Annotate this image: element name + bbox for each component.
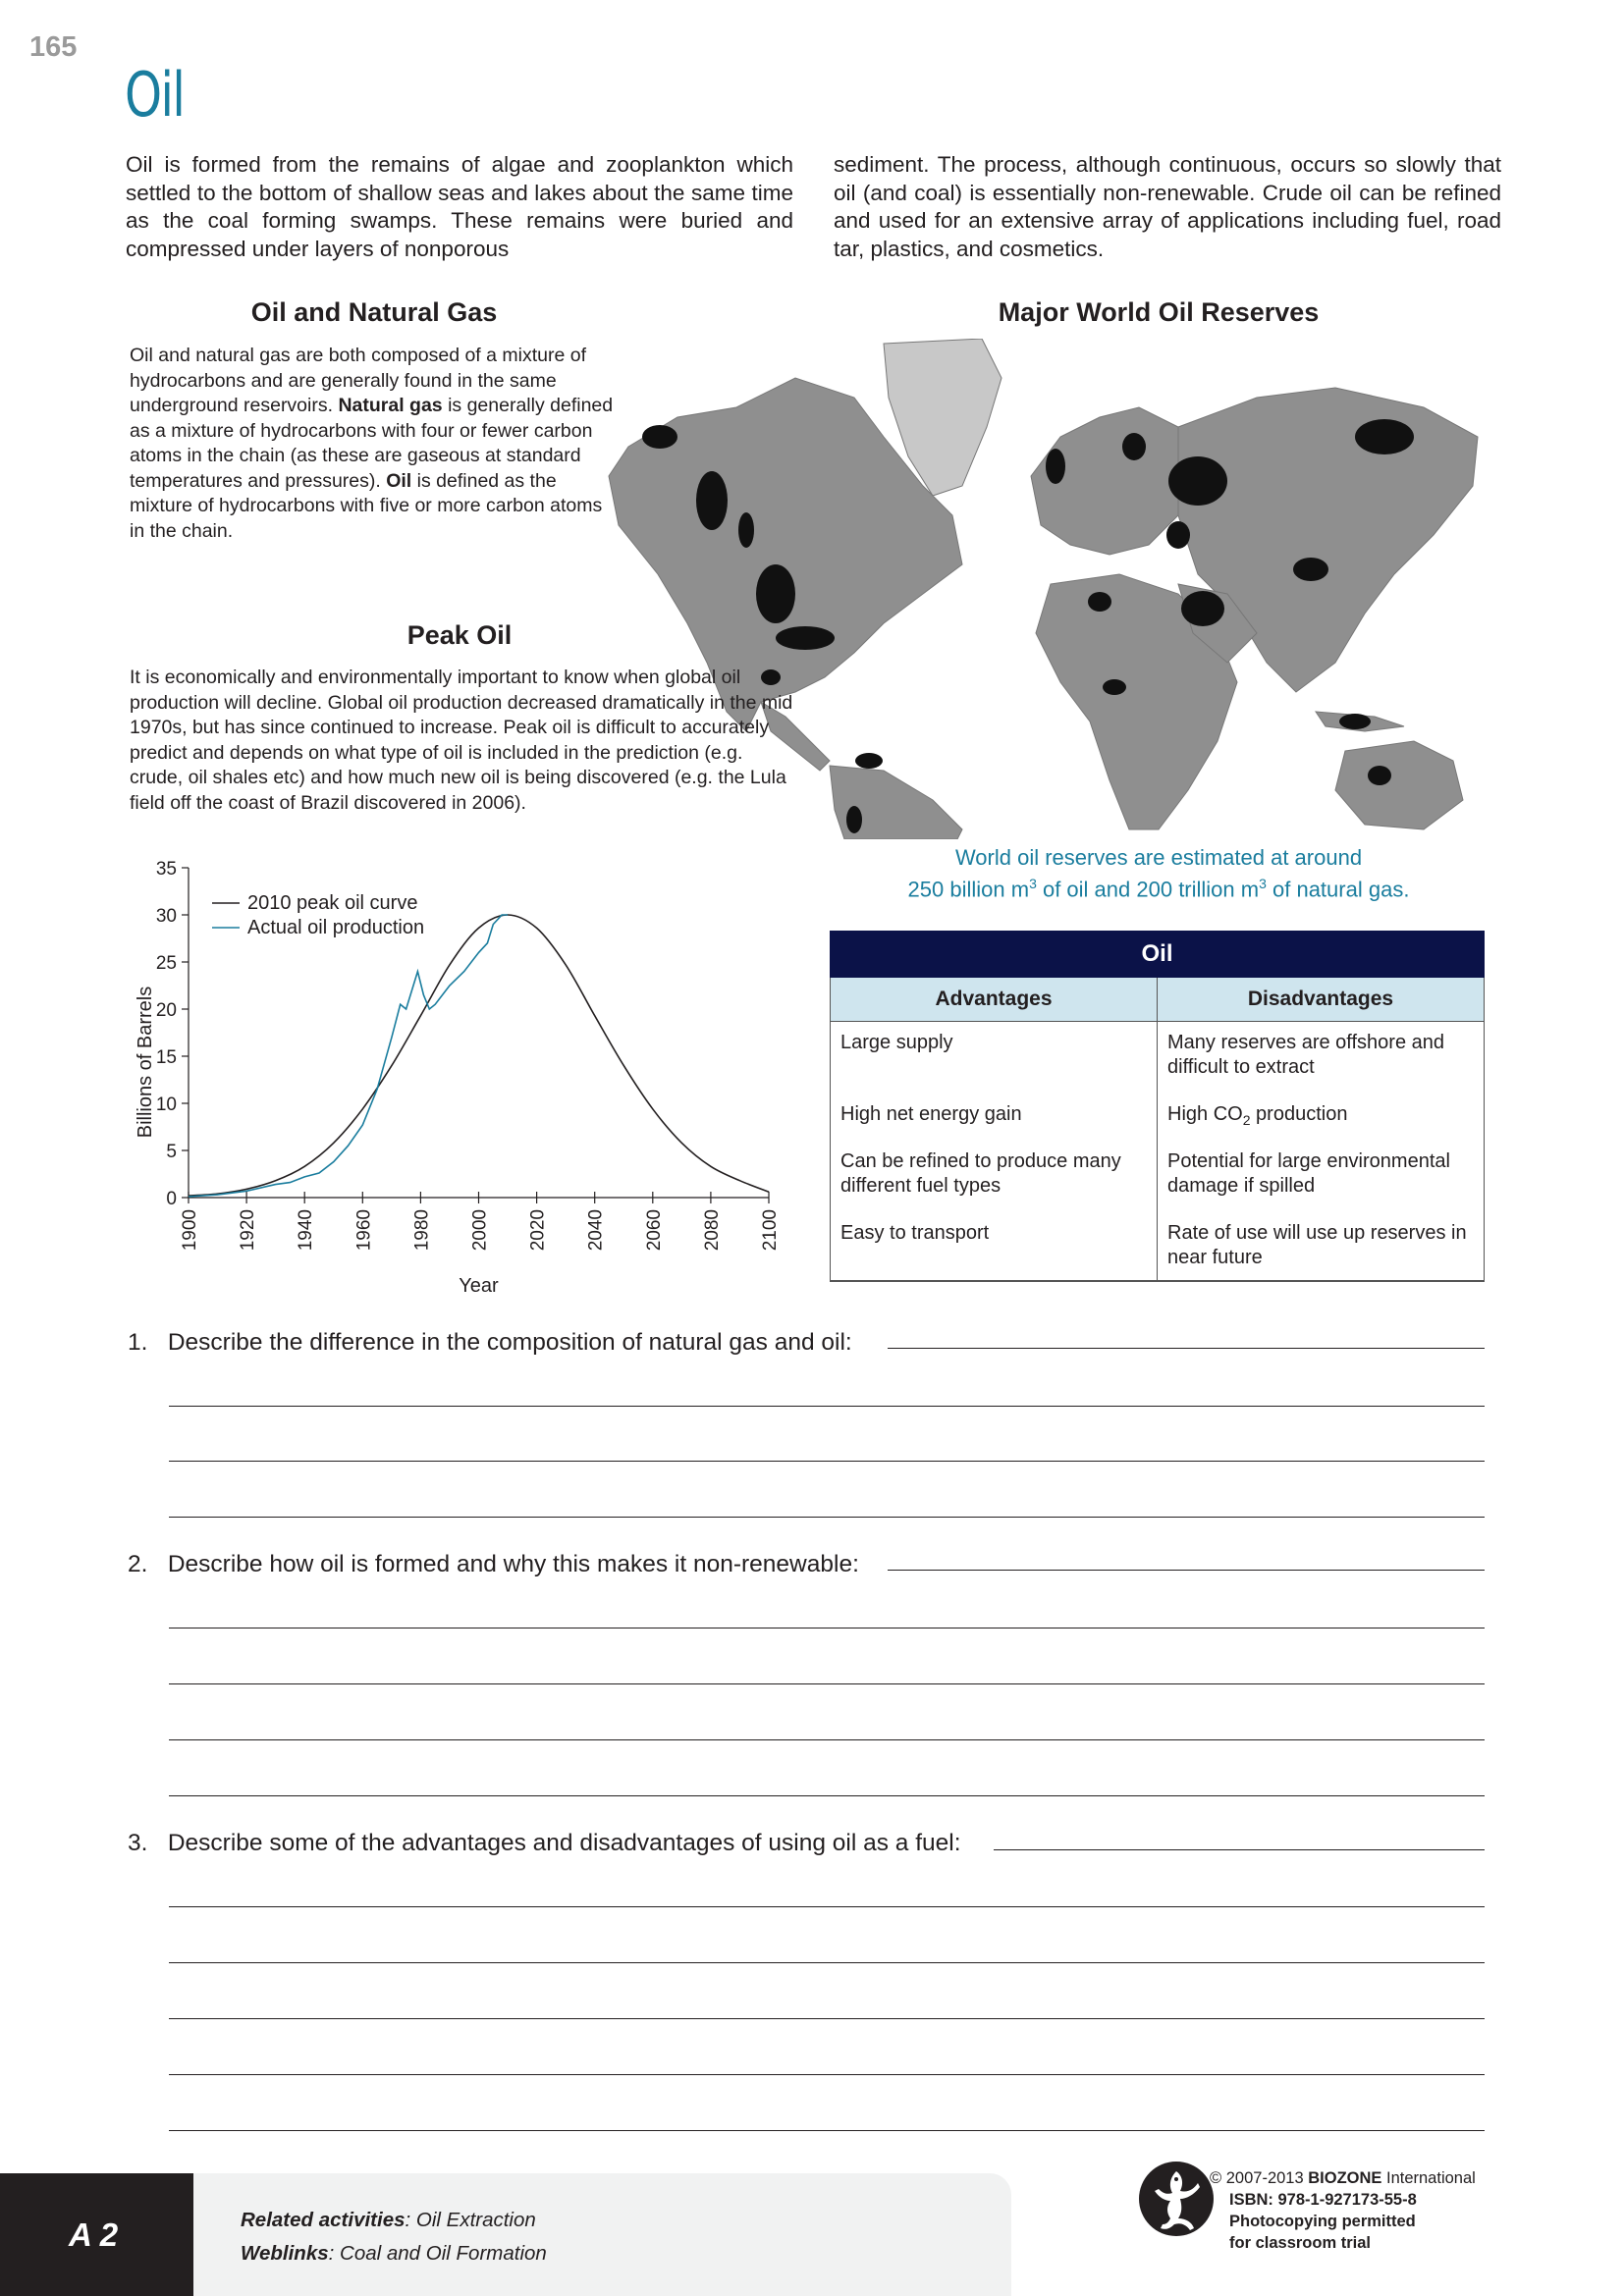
question-3 [128,1830,961,1857]
x-tick-label: 2000 [469,1209,491,1252]
reserve-north-africa [1088,592,1111,612]
oil-gas-p3: is defined as the mixture of hydrocarbons with five or more carbon atoms in the chain. [130,469,603,542]
y-tick-label: 35 [155,859,177,880]
x-tick-label: 2040 [585,1209,607,1252]
map-caption [844,844,1473,902]
answer-line[interactable] [169,1683,1485,1684]
x-tick-label: 1940 [296,1209,317,1252]
col-advantages: Advantages [831,978,1158,1022]
intro-left-column: Oil is formed from the remains of algae and zooplankton which settled to the bottom of shallow seas and lakes about the same time as the coal forming swamps. These remains were buried and compressed under layers of nonporous [126,152,793,261]
reserve-siberia [1168,456,1227,506]
series-line-peak-oil-curve [189,915,769,1196]
page-number: 165 [29,31,78,63]
caption-gas-amount: of oil and 200 trillion m [1036,877,1260,902]
y-tick-label: 15 [155,1047,177,1068]
question-text: Describe the difference in the composition of natural gas and oil: [167,1329,852,1356]
map-australia [1335,741,1463,829]
reserve-china [1293,558,1328,581]
question-1 [128,1329,852,1357]
answer-line[interactable] [169,1739,1485,1740]
isbn: ISBN: 978-1-927173-55-8 [1229,2191,1417,2209]
y-tick-label: 10 [155,1095,177,1115]
oil-table-title: Oil [831,932,1485,978]
adv-cell: Can be refined to produce many different fuel types [831,1141,1158,1212]
caption-end: of natural gas. [1266,877,1410,902]
answer-line[interactable] [994,1849,1485,1850]
oil-gas-heading: Oil and Natural Gas [250,297,498,327]
dis-cell: Potential for large environmental damage if spilled [1158,1141,1485,1212]
peak-oil-chart [126,854,803,1306]
footer-related-block [193,2173,1011,2296]
reserve-middle-east [1181,591,1224,626]
caption-oil-amount: 250 billion m [907,877,1030,902]
oil-table-header-row [831,978,1485,1022]
x-tick-label: 1900 [180,1209,200,1252]
question-text: Describe some of the advantages and disadvantages of using oil as a fuel: [167,1830,961,1856]
table-row [831,1022,1485,1095]
answer-line[interactable] [169,2074,1485,2075]
oil-gas-p1: Oil and natural gas are both composed of a mixture of hydrocarbons and are generally found in the same underground reservoirs. [130,345,587,416]
adv-cell: Large supply [831,1022,1158,1095]
x-tick-label: 1920 [238,1209,259,1252]
copyright-brand: BIOZONE [1308,2169,1382,2187]
permit-line-1: Photocopying permitted [1229,2213,1416,2230]
page-title: Oil [125,59,185,131]
question-number: 3. [128,1830,148,1856]
x-tick-label: 1960 [353,1209,375,1252]
y-axis-label: Billions of Barrels [135,986,156,1139]
y-tick-label: 25 [155,953,177,974]
answer-line[interactable] [169,1517,1485,1518]
reserve-indonesia [1339,714,1371,729]
question-text: Describe how oil is formed and why this makes it non-renewable: [167,1551,859,1577]
table-row [831,1094,1485,1141]
legend-label: Actual oil production [247,917,425,938]
x-tick-label: 2100 [760,1209,781,1252]
reserve-australia [1368,766,1391,785]
x-tick-label: 2080 [701,1209,723,1252]
reserve-caspian [1166,521,1190,549]
peak-oil-heading: Peak Oil [406,620,513,650]
reserve-russia-west [1122,433,1146,460]
oil-gas-p2: is generally defined as a mixture of hydrocarbons with four or fewer carbon atoms in the chain (as these are gaseous at standard temperatures and pressures). [130,395,614,492]
dis-cell [1158,1094,1485,1141]
dis-co2-end: production [1250,1103,1348,1125]
series-line-actual-production [189,915,508,1197]
x-tick-label: 2020 [527,1209,549,1252]
reserve-argentina [846,806,862,833]
y-tick-label: 30 [155,906,177,927]
footer-code: A 2 [69,2216,119,2253]
adv-cell: Easy to transport [831,1212,1158,1281]
question-2 [128,1551,859,1578]
adv-cell: High net energy gain [831,1094,1158,1141]
reserve-north-sea [1046,449,1065,484]
reserve-nigeria [1103,679,1126,695]
term-natural-gas: Natural gas [338,395,443,416]
reserve-alaska [642,425,677,449]
copyright-suffix: International [1381,2169,1476,2187]
answer-line[interactable] [169,2018,1485,2019]
answer-line[interactable] [169,1795,1485,1796]
oil-table [830,931,1485,1282]
oil-gas-text [130,344,621,544]
answer-line[interactable] [169,2130,1485,2131]
question-number: 2. [128,1551,148,1577]
copyright-prefix: © 2007-2013 [1210,2169,1309,2187]
copyright-block [1210,2167,1476,2254]
reserve-canada [696,471,728,530]
answer-line[interactable] [169,1628,1485,1629]
dis-co2-text: High CO [1167,1103,1243,1125]
intro-right-column: sediment. The process, although continuous, occurs so slowly that oil (and coal) is essentially non-renewable. Crude oil can be refined and used for an extensive array of applications including fuel, road tar, plastics, and cosmetics. [834,152,1501,261]
question-number: 1. [128,1329,148,1356]
oil-table-title-row [831,932,1485,978]
answer-line[interactable] [169,1962,1485,1963]
dis-co2-subscript: 2 [1242,1112,1251,1128]
y-tick-label: 20 [155,1000,177,1021]
reserve-siberia-east [1355,419,1414,454]
legend-label: 2010 peak oil curve [247,892,418,914]
table-row [831,1141,1485,1212]
x-axis-label: Year [459,1275,499,1297]
weblinks-label: Weblinks [241,2242,329,2265]
answer-line[interactable] [169,1461,1485,1462]
reserve-canada-east [738,512,754,548]
answer-line[interactable] [888,1348,1485,1349]
answer-line[interactable] [169,1906,1485,1907]
related-label: Related activities [241,2209,406,2231]
peak-oil-text: It is economically and environmentally important to know when global oil production will decline. Global oil production decreased dramatically in the mid 1970s, but has since continued to increase. Peak oil is difficult to accurately predict and depends on what type of oil is included in the prediction (e.g. crude, oil shales etc) and how much new oil is being discovered (e.g. the Lula field off the coast of Brazil discovered in 2006). [130,667,793,814]
map-caption-line1: World oil reserves are estimated at around [954,845,1363,870]
reserve-us-central [756,564,795,623]
reserve-venezuela [855,753,883,769]
caption-superscript-2: 3 [1259,876,1267,891]
dis-cell: Rate of use will use up reserves in near future [1158,1212,1485,1281]
biozone-gecko-logo-icon [1137,2158,1216,2241]
weblinks-value: : Coal and Oil Formation [328,2242,547,2265]
dis-cell: Many reserves are offshore and difficult to extract [1158,1022,1485,1095]
table-row [831,1212,1485,1281]
weblinks[interactable] [241,2242,547,2266]
x-tick-label: 1980 [411,1209,433,1252]
map-heading: Major World Oil Reserves [998,297,1320,327]
caption-superscript-1: 3 [1029,876,1037,891]
copyright-line [1210,2167,1476,2189]
related-activities[interactable] [241,2209,536,2232]
y-tick-label: 5 [166,1142,177,1162]
col-disadvantages: Disadvantages [1158,978,1485,1022]
map-caption-line2 [844,871,1473,902]
answer-line[interactable] [888,1570,1485,1571]
permit-line-2: for classroom trial [1229,2234,1371,2252]
related-value: : Oil Extraction [405,2209,536,2231]
answer-line[interactable] [169,1406,1485,1407]
x-tick-label: 2060 [643,1209,665,1252]
y-tick-label: 0 [166,1189,177,1209]
term-oil: Oil [386,469,412,492]
